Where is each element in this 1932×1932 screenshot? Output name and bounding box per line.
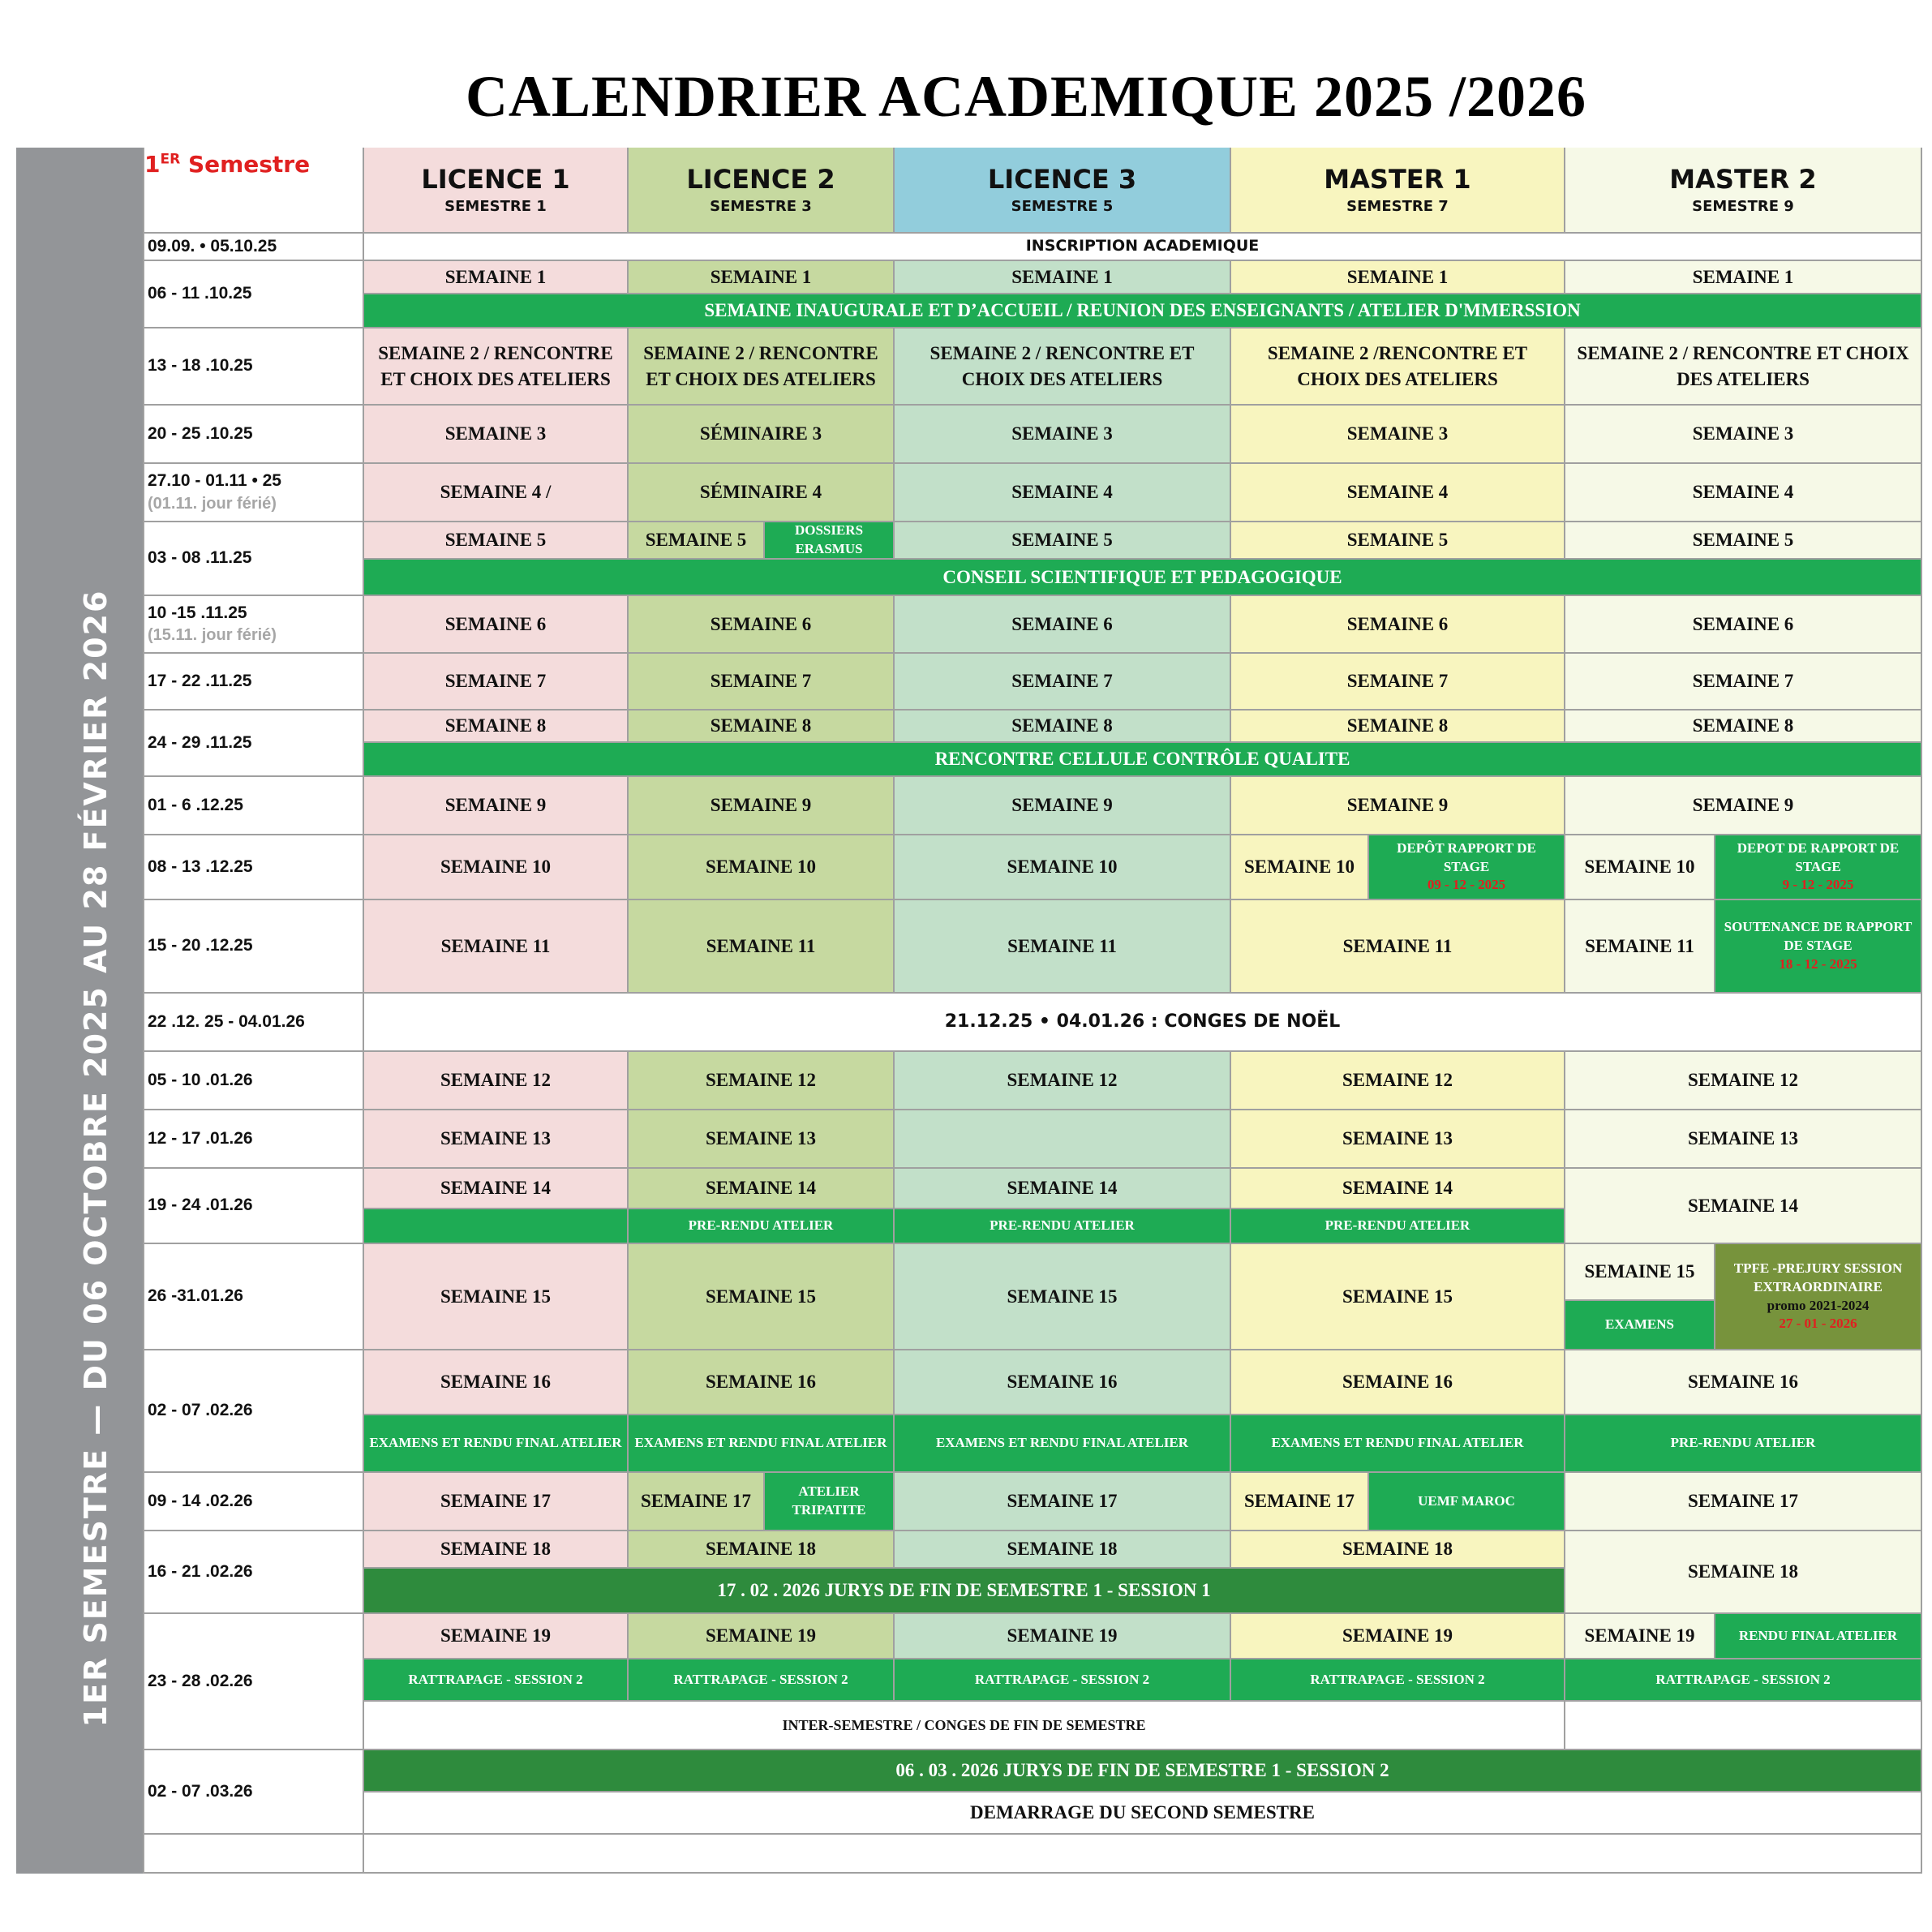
date-cell xyxy=(143,234,364,261)
conges-noel-cell: 21.12.25 • 04.01.26 : CONGES DE NOËL xyxy=(364,994,1922,1052)
header-licence-1 xyxy=(364,148,629,234)
header-master-1 xyxy=(1231,148,1565,234)
atelier-tripatite-cell: ATELIER TRIPATITE xyxy=(765,1473,895,1531)
week-12-col-1: SEMAINE 12 xyxy=(364,1052,629,1110)
week-4-col-4: SEMAINE 4 xyxy=(1231,464,1565,522)
week-5-col-2: SEMAINE 5 xyxy=(629,522,765,560)
examens-rendu-col-1: EXAMENS ET RENDU FINAL ATELIER xyxy=(364,1415,629,1473)
rattrapage-col-4: RATTRAPAGE - SESSION 2 xyxy=(1231,1659,1565,1702)
week-19-col-2: SEMAINE 19 xyxy=(629,1614,895,1659)
date-range: 16 - 21 .02.26 xyxy=(148,1561,253,1581)
week-13-col-3-empty xyxy=(895,1110,1231,1169)
demarrage-cell: DEMARRAGE DU SECOND SEMESTRE xyxy=(364,1792,1922,1835)
date-cell xyxy=(143,522,364,596)
date-range: 22 .12. 25 - 04.01.26 xyxy=(148,1011,305,1031)
date-range: 08 - 13 .12.25 xyxy=(148,857,253,876)
week-18-col-1: SEMAINE 18 xyxy=(364,1531,629,1569)
week-6-col-4: SEMAINE 6 xyxy=(1231,596,1565,654)
week-1-col-5: SEMAINE 1 xyxy=(1565,261,1922,294)
week-7-col-1: SEMAINE 7 xyxy=(364,654,629,711)
rattrapage-col-1: RATTRAPAGE - SESSION 2 xyxy=(364,1659,629,1702)
week-3-col-5: SEMAINE 3 xyxy=(1565,406,1922,464)
date-cell xyxy=(143,1110,364,1169)
date-cell xyxy=(143,1531,364,1614)
date-range: 15 - 20 .12.25 xyxy=(148,936,253,955)
date-range: 10 -15 .11.25 xyxy=(148,603,247,622)
semester-header-cell xyxy=(143,148,364,234)
week-18-col-2: SEMAINE 18 xyxy=(629,1531,895,1569)
week-14-col-3: SEMAINE 14 xyxy=(895,1169,1231,1209)
week-8-col-1: SEMAINE 8 xyxy=(364,711,629,743)
week-15-col-2: SEMAINE 15 xyxy=(629,1244,895,1350)
date-cell xyxy=(143,711,364,777)
week-9-col-1: SEMAINE 9 xyxy=(364,777,629,835)
week-10-col-1: SEMAINE 10 xyxy=(364,835,629,900)
week-7-col-4: SEMAINE 7 xyxy=(1231,654,1565,711)
header-subtitle: SEMESTRE 9 xyxy=(1692,198,1794,216)
date-range: 02 - 07 .02.26 xyxy=(148,1401,253,1420)
week-17-col-3: SEMAINE 17 xyxy=(895,1473,1231,1531)
week-16-col-1: SEMAINE 16 xyxy=(364,1350,629,1415)
soutenance-date: 18 - 12 - 2025 xyxy=(1779,955,1857,972)
week-2-col-4: SEMAINE 2 /RENCONTRE ET CHOIX DES ATELIERS xyxy=(1231,328,1565,406)
date-cell xyxy=(143,1350,364,1473)
date-cell xyxy=(143,261,364,328)
week-1-col-4: SEMAINE 1 xyxy=(1231,261,1565,294)
week-8-col-4: SEMAINE 8 xyxy=(1231,711,1565,743)
tpfe-cell xyxy=(1715,1244,1922,1350)
week-1-col-1: SEMAINE 1 xyxy=(364,261,629,294)
depot-m1-date: 09 - 12 - 2025 xyxy=(1427,877,1506,893)
date-range: 17 - 22 .11.25 xyxy=(148,671,252,690)
week-10-col-3: SEMAINE 10 xyxy=(895,835,1231,900)
page-title: CALENDRIER ACADEMIQUE 2025 /2026 xyxy=(465,64,1587,129)
week-10-col-5: SEMAINE 10 xyxy=(1565,835,1715,900)
header-title: MASTER 2 xyxy=(1669,164,1817,195)
date-cell xyxy=(143,900,364,994)
pre-rendu-col-5: PRE-RENDU ATELIER xyxy=(1565,1415,1922,1473)
header-title: MASTER 1 xyxy=(1324,164,1471,195)
week-16-col-4: SEMAINE 16 xyxy=(1231,1350,1565,1415)
week-13-col-5: SEMAINE 13 xyxy=(1565,1110,1922,1169)
inter-semestre-empty xyxy=(1565,1702,1922,1750)
conseil-banner: CONSEIL SCIENTIFIQUE ET PEDAGOGIQUE xyxy=(364,560,1922,596)
date-range: 23 - 28 .02.26 xyxy=(148,1671,253,1690)
week-5-col-3: SEMAINE 5 xyxy=(895,522,1231,560)
week-10-col-4: SEMAINE 10 xyxy=(1231,835,1369,900)
week-12-col-3: SEMAINE 12 xyxy=(895,1052,1231,1110)
week-4-col-1: SEMAINE 4 / xyxy=(364,464,629,522)
dossiers-erasmus-cell: DOSSIERS ERASMUS xyxy=(765,522,895,560)
header-licence-2 xyxy=(629,148,895,234)
week-10-col-2: SEMAINE 10 xyxy=(629,835,895,900)
date-range: 26 -31.01.26 xyxy=(148,1286,243,1306)
examens-rendu-col-2: EXAMENS ET RENDU FINAL ATELIER xyxy=(629,1415,895,1473)
week-7-col-3: SEMAINE 7 xyxy=(895,654,1231,711)
date-range: 06 - 11 .10.25 xyxy=(148,284,252,303)
depot-m1-cell xyxy=(1369,835,1565,900)
jurys-session-1-banner: 17 . 02 . 2026 JURYS DE FIN DE SEMESTRE 1 - SESSION 1 xyxy=(364,1569,1565,1614)
week-11-col-3: SEMAINE 11 xyxy=(895,900,1231,994)
week-18-col-4: SEMAINE 18 xyxy=(1231,1531,1565,1569)
date-range: 13 - 18 .10.25 xyxy=(148,356,253,376)
week-19-col-3: SEMAINE 19 xyxy=(895,1614,1231,1659)
depot-m1-label: DEPÔT RAPPORT DE STAGE xyxy=(1397,839,1536,874)
rendu-final-cell: RENDU FINAL ATELIER xyxy=(1715,1614,1922,1659)
week-19-col-4: SEMAINE 19 xyxy=(1231,1614,1565,1659)
date-cell xyxy=(143,654,364,711)
week-11-col-2: SEMAINE 11 xyxy=(629,900,895,994)
date-range: 27.10 - 01.11 • 25 xyxy=(148,471,281,491)
date-note: (15.11. jour férié) xyxy=(148,626,277,645)
week-11-col-1: SEMAINE 11 xyxy=(364,900,629,994)
week-11-col-5: SEMAINE 11 xyxy=(1565,900,1715,994)
date-cell xyxy=(143,1169,364,1244)
date-cell xyxy=(143,464,364,522)
date-note: (01.11. jour férié) xyxy=(148,494,277,513)
date-range: 02 - 07 .03.26 xyxy=(148,1781,253,1801)
rattrapage-col-2: RATTRAPAGE - SESSION 2 xyxy=(629,1659,895,1702)
depot-m2-label: DEPOT DE RAPPORT DE STAGE xyxy=(1737,839,1900,874)
week-4-col-2: SÉMINAIRE 4 xyxy=(629,464,895,522)
week-17-col-2: SEMAINE 17 xyxy=(629,1473,765,1531)
week-11-col-4: SEMAINE 11 xyxy=(1231,900,1565,994)
week-12-col-5: SEMAINE 12 xyxy=(1565,1052,1922,1110)
week-14-col-4: SEMAINE 14 xyxy=(1231,1169,1565,1209)
week-2-col-3: SEMAINE 2 / RENCONTRE ET CHOIX DES ATELIERS xyxy=(895,328,1231,406)
week-15-col-5: SEMAINE 15 xyxy=(1565,1244,1715,1301)
week-17-col-5: SEMAINE 17 xyxy=(1565,1473,1922,1531)
header-subtitle: SEMESTRE 5 xyxy=(1011,198,1114,216)
week-4-col-3: SEMAINE 4 xyxy=(895,464,1231,522)
rencontre-cellule-banner: RENCONTRE CELLULE CONTRÔLE QUALITE xyxy=(364,743,1922,777)
date-cell xyxy=(143,1614,364,1750)
tpfe-date: 27 - 01 - 2026 xyxy=(1779,1316,1857,1332)
week-2-col-2: SEMAINE 2 / RENCONTRE ET CHOIX DES ATELIERS xyxy=(629,328,895,406)
inter-semestre-cell: INTER-SEMESTRE / CONGES DE FIN DE SEMESTRE xyxy=(364,1702,1565,1750)
header-subtitle: SEMESTRE 3 xyxy=(710,198,812,216)
date-range: 09.09. • 05.10.25 xyxy=(148,236,277,255)
header-licence-3 xyxy=(895,148,1231,234)
week-14-col-2: SEMAINE 14 xyxy=(629,1169,895,1209)
date-range: 12 - 17 .01.26 xyxy=(148,1128,253,1148)
pre-rendu-col-4: PRE-RENDU ATELIER xyxy=(1231,1209,1565,1244)
date-cell xyxy=(143,777,364,835)
date-cell xyxy=(143,1473,364,1531)
header-title: LICENCE 3 xyxy=(987,164,1137,195)
week-15-col-3: SEMAINE 15 xyxy=(895,1244,1231,1350)
date-cell xyxy=(143,994,364,1052)
week-8-col-3: SEMAINE 8 xyxy=(895,711,1231,743)
semester-text: Semestre xyxy=(187,151,311,178)
pre-rendu-empty-col-1 xyxy=(364,1209,629,1244)
date-range: 19 - 24 .01.26 xyxy=(148,1196,253,1215)
week-12-col-2: SEMAINE 12 xyxy=(629,1052,895,1110)
header-subtitle: SEMESTRE 1 xyxy=(444,198,547,216)
week-15-col-4: SEMAINE 15 xyxy=(1231,1244,1565,1350)
week-14-col-1: SEMAINE 14 xyxy=(364,1169,629,1209)
week-6-col-5: SEMAINE 6 xyxy=(1565,596,1922,654)
week-7-col-5: SEMAINE 7 xyxy=(1565,654,1922,711)
week-3-col-1: SEMAINE 3 xyxy=(364,406,629,464)
jurys-session-2-banner: 06 . 03 . 2026 JURYS DE FIN DE SEMESTRE 1 - SESSION 2 xyxy=(364,1750,1922,1792)
week-3-col-4: SEMAINE 3 xyxy=(1231,406,1565,464)
week-17-col-1: SEMAINE 17 xyxy=(364,1473,629,1531)
week-16-col-2: SEMAINE 16 xyxy=(629,1350,895,1415)
week-18-col-5: SEMAINE 18 xyxy=(1565,1531,1922,1614)
week-2-col-5: SEMAINE 2 / RENCONTRE ET CHOIX DES ATELIERS xyxy=(1565,328,1922,406)
week-3-col-2: SÉMINAIRE 3 xyxy=(629,406,895,464)
week-1-col-2: SEMAINE 1 xyxy=(629,261,895,294)
date-range: 09 - 14 .02.26 xyxy=(148,1491,253,1510)
week-13-col-4: SEMAINE 13 xyxy=(1231,1110,1565,1169)
date-cell xyxy=(143,328,364,406)
soutenance-label: SOUTENANCE DE RAPPORT DE STAGE xyxy=(1724,919,1913,954)
depot-m2-cell xyxy=(1715,835,1922,900)
inaugurale-banner: SEMAINE INAUGURALE ET D’ACCUEIL / REUNION DES ENSEIGNANTS / ATELIER D'MMERSSION xyxy=(364,294,1922,328)
date-range: 03 - 08 .11.25 xyxy=(148,548,252,568)
week-16-col-5: SEMAINE 16 xyxy=(1565,1350,1922,1415)
week-7-col-2: SEMAINE 7 xyxy=(629,654,895,711)
rattrapage-col-3: RATTRAPAGE - SESSION 2 xyxy=(895,1659,1231,1702)
week-9-col-2: SEMAINE 9 xyxy=(629,777,895,835)
pre-rendu-col-2: PRE-RENDU ATELIER xyxy=(629,1209,895,1244)
examens-rendu-col-4: EXAMENS ET RENDU FINAL ATELIER xyxy=(1231,1415,1565,1473)
date-range: 20 - 25 .10.25 xyxy=(148,423,253,443)
semester-number: 1 xyxy=(144,151,161,178)
uemf-cell: UEMF MAROC xyxy=(1369,1473,1565,1531)
date-cell xyxy=(143,1244,364,1350)
week-19-col-1: SEMAINE 19 xyxy=(364,1614,629,1659)
week-5-col-5: SEMAINE 5 xyxy=(1565,522,1922,560)
week-13-col-2: SEMAINE 13 xyxy=(629,1110,895,1169)
header-title: LICENCE 2 xyxy=(686,164,835,195)
header-master-2 xyxy=(1565,148,1922,234)
week-9-col-3: SEMAINE 9 xyxy=(895,777,1231,835)
date-cell-empty xyxy=(143,1835,364,1874)
date-range: 05 - 10 .01.26 xyxy=(148,1070,253,1089)
sidebar-label: 1ER SEMESTRE — DU 06 OCTOBRE 2025 AU 28 FÉVRIER 2026 xyxy=(78,589,114,1728)
week-6-col-3: SEMAINE 6 xyxy=(895,596,1231,654)
week-6-col-2: SEMAINE 6 xyxy=(629,596,895,654)
inscription-cell: INSCRIPTION ACADEMIQUE xyxy=(364,234,1922,261)
week-9-col-5: SEMAINE 9 xyxy=(1565,777,1922,835)
date-range: 24 - 29 .11.25 xyxy=(148,732,252,752)
date-cell xyxy=(143,406,364,464)
header-subtitle: SEMESTRE 7 xyxy=(1346,198,1449,216)
week-16-col-3: SEMAINE 16 xyxy=(895,1350,1231,1415)
week-3-col-3: SEMAINE 3 xyxy=(895,406,1231,464)
week-8-col-2: SEMAINE 8 xyxy=(629,711,895,743)
rattrapage-col-5: RATTRAPAGE - SESSION 2 xyxy=(1565,1659,1922,1702)
header-title: LICENCE 1 xyxy=(421,164,570,195)
week-18-col-3: SEMAINE 18 xyxy=(895,1531,1231,1569)
tpfe-label: TPFE -PREJURY SESSION EXTRAORDINAIRE xyxy=(1733,1260,1903,1294)
depot-m2-date: 9 - 12 - 2025 xyxy=(1782,877,1854,893)
week-8-col-5: SEMAINE 8 xyxy=(1565,711,1922,743)
date-cell xyxy=(143,596,364,654)
date-cell xyxy=(143,1052,364,1110)
examens-rendu-col-3: EXAMENS ET RENDU FINAL ATELIER xyxy=(895,1415,1231,1473)
date-range: 01 - 6 .12.25 xyxy=(148,795,243,814)
week-14-col-5: SEMAINE 14 xyxy=(1565,1169,1922,1244)
date-cell xyxy=(143,835,364,900)
tpfe-promo: promo 2021-2024 xyxy=(1767,1297,1870,1313)
week-13-col-1: SEMAINE 13 xyxy=(364,1110,629,1169)
week-12-col-4: SEMAINE 12 xyxy=(1231,1052,1565,1110)
week-1-col-3: SEMAINE 1 xyxy=(895,261,1231,294)
week-19-col-5: SEMAINE 19 xyxy=(1565,1614,1715,1659)
week-9-col-4: SEMAINE 9 xyxy=(1231,777,1565,835)
pre-rendu-col-3: PRE-RENDU ATELIER xyxy=(895,1209,1231,1244)
week-2-col-1: SEMAINE 2 / RENCONTRE ET CHOIX DES ATELIERS xyxy=(364,328,629,406)
examens-cell: EXAMENS xyxy=(1565,1301,1715,1350)
week-4-col-5: SEMAINE 4 xyxy=(1565,464,1922,522)
week-5-col-4: SEMAINE 5 xyxy=(1231,522,1565,560)
week-17-col-4: SEMAINE 17 xyxy=(1231,1473,1369,1531)
week-6-col-1: SEMAINE 6 xyxy=(364,596,629,654)
week-15-col-1: SEMAINE 15 xyxy=(364,1244,629,1350)
date-cell xyxy=(143,1750,364,1835)
semester-sup: ER xyxy=(160,151,181,168)
empty-row xyxy=(364,1835,1922,1874)
soutenance-cell xyxy=(1715,900,1922,994)
week-5-col-1: SEMAINE 5 xyxy=(364,522,629,560)
